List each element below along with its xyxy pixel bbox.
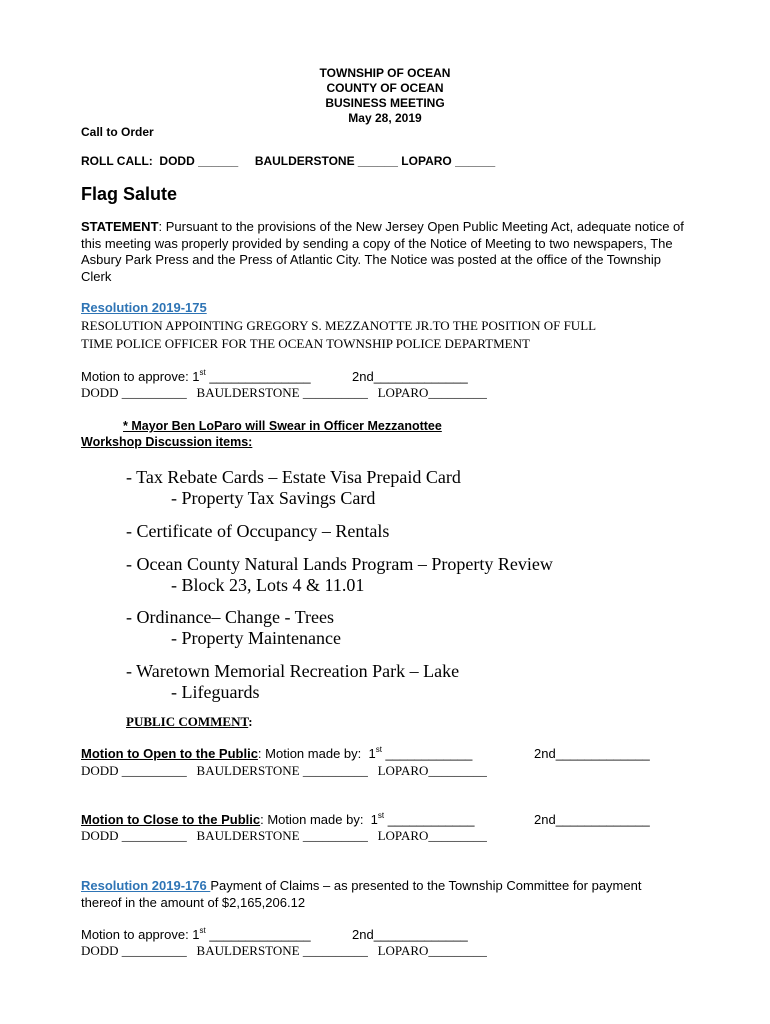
workshop-heading: Workshop Discussion items: [81, 435, 253, 449]
workshop-item: - Waretown Memorial Recreation Park – Lake [126, 661, 460, 681]
header-date: May 28, 2019 [348, 111, 422, 125]
motion-blank: ______________ [205, 927, 311, 942]
resolution-176-line1 [81, 878, 641, 893]
resolution-175-line2: TIME POLICE OFFICER FOR THE OCEAN TOWNSHIP POLICE DEPARTMENT [81, 336, 530, 351]
resolution-176-motion [81, 927, 311, 942]
workshop-item: - Ordinance– Change - Trees [126, 607, 334, 627]
open-public-motion [81, 746, 472, 761]
close-public-text: : Motion made by: 1 [260, 812, 378, 827]
resolution-175-line1: RESOLUTION APPOINTING GREGORY S. MEZZANOTTE JR.TO THE POSITION OF FULL [81, 318, 597, 333]
workshop-subitem: - Property Tax Savings Card [171, 488, 376, 508]
resolution-176-vote: DODD __________ BAULDERSTONE __________ LOPARO_________ [81, 943, 487, 958]
workshop-item: - Tax Rebate Cards – Estate Visa Prepaid Card [126, 467, 461, 487]
close-public-sup: st [377, 811, 385, 820]
motion-prefix: Motion to approve: 1 [81, 369, 200, 384]
resolution-175-link[interactable]: Resolution 2019-175 [81, 300, 207, 315]
workshop-item: - Ocean County Natural Lands Program – Property Review [126, 554, 553, 574]
open-public-second: 2nd_____________ [534, 746, 650, 761]
motion-blank: ______________ [205, 369, 311, 384]
open-public-sup: st [375, 745, 382, 754]
flag-salute-heading: Flag Salute [81, 184, 178, 204]
close-public-vote: DODD __________ BAULDERSTONE __________ LOPARO_________ [81, 828, 487, 843]
header-township: TOWNSHIP OF OCEAN [319, 66, 451, 80]
roll-call: ROLL CALL: DODD ______ BAULDERSTONE ______ LOPARO ______ [81, 154, 496, 168]
workshop-subitem: - Lifeguards [171, 682, 260, 702]
motion-sup: st [199, 368, 206, 377]
resolution-176-link[interactable]: Resolution 2019-176 [81, 878, 211, 893]
document-header [0, 66, 770, 126]
statement-paragraph [81, 219, 689, 285]
resolution-175-vote: DODD __________ BAULDERSTONE __________ LOPARO_________ [81, 385, 487, 400]
resolution-176-second: 2nd_____________ [352, 927, 468, 942]
workshop-item: - Certificate of Occupancy – Rentals [126, 521, 390, 541]
statement-label: STATEMENT [81, 219, 159, 234]
header-county: COUNTY OF OCEAN [326, 81, 444, 95]
motion-prefix: Motion to approve: 1 [81, 927, 200, 942]
workshop-subitem: - Property Maintenance [171, 628, 341, 648]
resolution-176-text2: thereof in the amount of $2,165,206.12 [81, 895, 306, 910]
close-public-label: Motion to Close to the Public [81, 812, 261, 827]
open-public-label: Motion to Open to the Public [81, 746, 258, 761]
open-public-text: : Motion made by: 1 [257, 746, 376, 761]
close-public-blank: ____________ [384, 812, 475, 827]
header-meeting-type: BUSINESS MEETING [325, 96, 445, 110]
call-to-order: Call to Order [81, 125, 154, 139]
resolution-175-second: 2nd_____________ [352, 369, 468, 384]
public-comment-colon: : [248, 714, 253, 729]
resolution-175-motion [81, 369, 311, 384]
resolution-176-text1: Payment of Claims – as presented to the Township Committee for payment [210, 878, 642, 893]
statement-text: : Pursuant to the provisions of the New Jersey Open Public Meeting Act, adequate notice of this meeting was properly provided by sending a copy of the Notice of Meeting to two newspapers, The Asbury Park Press and the Press of Atlantic City. The Notice was posted at the office of the Township Clerk [81, 219, 684, 284]
close-public-motion [81, 812, 475, 827]
public-comment-heading [126, 714, 253, 730]
public-comment-label: PUBLIC COMMENT [126, 714, 249, 729]
close-public-second: 2nd_____________ [534, 812, 650, 827]
motion-sup: st [199, 926, 206, 935]
workshop-subitem: - Block 23, Lots 4 & 11.01 [171, 575, 365, 595]
swear-in-note: * Mayor Ben LoParo will Swear in Officer Mezzanottee [123, 419, 442, 433]
open-public-blank: ____________ [381, 746, 473, 761]
open-public-vote: DODD __________ BAULDERSTONE __________ LOPARO_________ [81, 763, 487, 778]
